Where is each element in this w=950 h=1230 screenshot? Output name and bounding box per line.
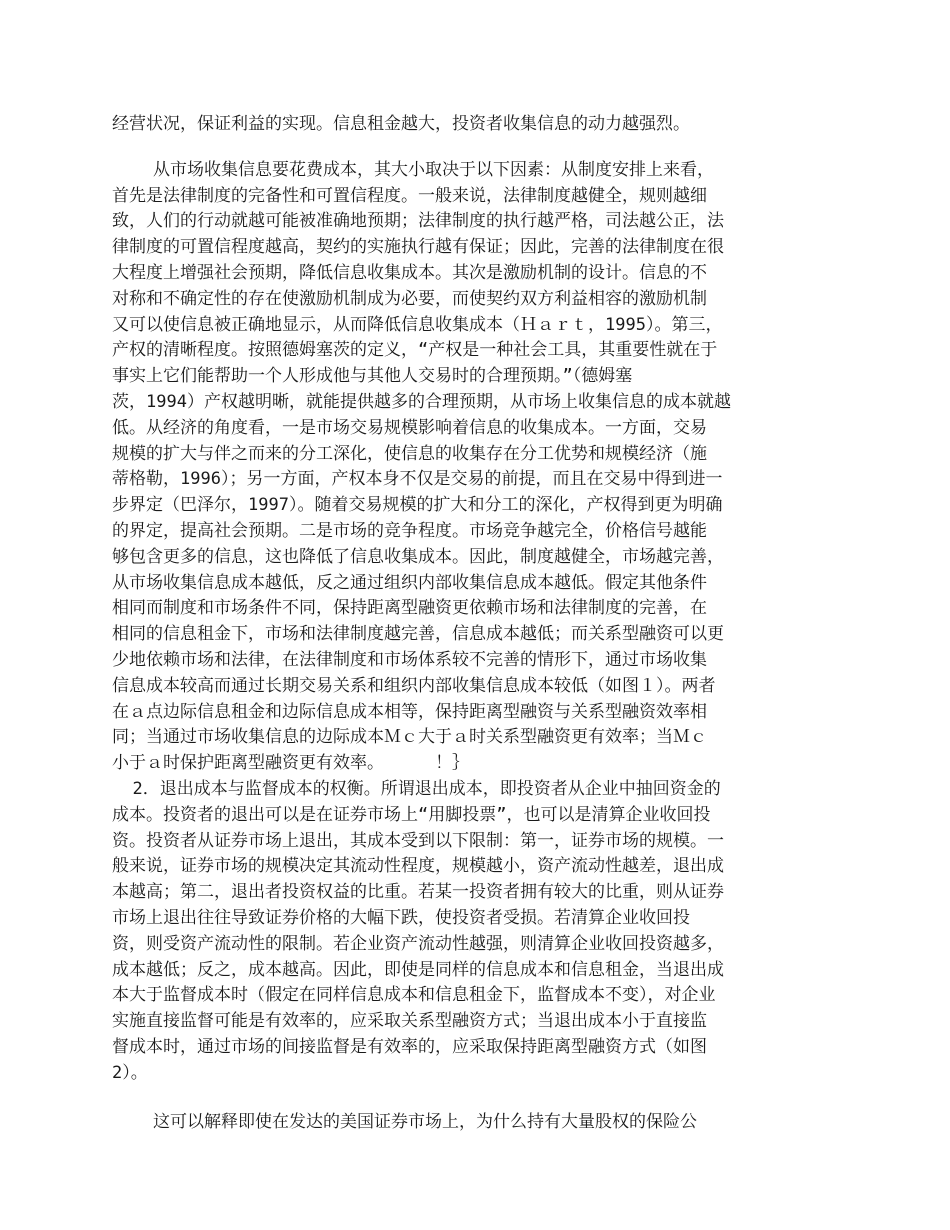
paragraph-3 xyxy=(112,777,760,1087)
paragraph-1 xyxy=(112,112,760,138)
text-line: 本大于监督成本时（假定在同样信息成本和信息租金下，监督成本不变），对企业 xyxy=(112,985,716,1006)
text-line: 成本。投资者的退出可以是在证券市场上“用脚投票”，也可以是清算企业收回投 xyxy=(112,804,711,825)
text-line: 资，则受资产流动性的限制。若企业资产流动性越强，则清算企业收回投资越多， xyxy=(112,933,724,954)
text-line: 本越高；第二，退出者投资权益的比重。若某一投资者拥有较大的比重，则从证券 xyxy=(112,882,724,903)
paragraph-2 xyxy=(112,158,760,777)
text-line: 少地依赖市场和法律，在法律制度和市场体系较不完善的情形下，通过市场收集 xyxy=(112,649,707,670)
text-line: 事实上它们能帮助一个人形成他与其他人交易时的合理预期。”（德姆塞 xyxy=(112,366,633,387)
text-line: 经营状况，保证利益的实现。信息租金越大，投资者收集信息的动力越强烈。 xyxy=(112,114,690,134)
text-line: 小于ａ时保护距离型融资更有效率。 ！｝ xyxy=(112,753,470,774)
text-line: 2．退出成本与监督成本的权衡。所谓退出成本，即投资者从企业中抽回资金的 xyxy=(112,778,721,799)
text-line: 相同而制度和市场条件不同，保持距离型融资更依赖市场和法律制度的完善，在 xyxy=(112,598,707,619)
text-line: 够包含更多的信息，这也降低了信息收集成本。因此，制度越健全，市场越完善， xyxy=(112,546,724,567)
text-line: 市场上退出往往导致证券价格的大幅下跌，使投资者受损。若清算企业收回投 xyxy=(112,907,690,928)
text-line: 产权的清晰程度。按照德姆塞茨的定义，“产权是一种社会工具，其重要性就在于 xyxy=(112,340,718,361)
text-line: 相同的信息租金下，市场和法律制度越完善，信息成本越低；而关系型融资可以更 xyxy=(112,624,724,645)
text-line: 的界定，提高社会预期。二是市场的竞争程度。市场竞争越完全，价格信号越能 xyxy=(112,520,707,541)
text-line: 这可以解释即使在发达的美国证券市场上，为什么持有大量股权的保险公 xyxy=(112,1112,697,1133)
text-line: 从市场收集信息要花费成本，其大小取决于以下因素：从制度安排上来看， xyxy=(112,159,714,180)
text-line: 同；当通过市场收集信息的边际成本Ｍｃ大于ａ时关系型融资更有效率；当Ｍｃ xyxy=(112,727,707,748)
text-line: 实施直接监督可能是有效率的，应采取关系型融资方式；当退出成本小于直接监 xyxy=(112,1011,707,1032)
paragraph-4 xyxy=(112,1110,760,1136)
text-line: 信息成本较高而通过长期交易关系和组织内部收集信息成本较低（如图１）。两者 xyxy=(112,675,716,696)
text-line: 步界定（巴泽尔，1997）。随着交易规模的扩大和分工的深化，产权得到更为明确 xyxy=(112,495,723,516)
text-line: 督成本时，通过市场的间接监督是有效率的，应采取保持距离型融资方式（如图 xyxy=(112,1036,707,1057)
text-line: 蒂格勒，1996）；另一方面，产权本身不仅是交易的前提，而且在交易中得到进一 xyxy=(112,469,723,490)
text-line: 资。投资者从证券市场上退出，其成本受到以下限制：第一，证券市场的规模。一 xyxy=(112,830,724,851)
text-line: 低。从经济的角度看，一是市场交易规模影响着信息的收集成本。一方面，交易 xyxy=(112,417,707,438)
text-line: 2）。 xyxy=(112,1062,148,1083)
text-line: 律制度的可置信程度越高，契约的实施执行越有保证；因此，完善的法律制度在很 xyxy=(112,237,724,258)
text-line: 在ａ点边际信息租金和边际信息成本相等，保持距离型融资与关系型融资效率相 xyxy=(112,701,707,722)
paragraph-gap xyxy=(112,138,760,158)
text-line: 规模的扩大与伴之而来的分工深化，使信息的收集存在分工优势和规模经济（施 xyxy=(112,443,707,464)
paragraph-gap xyxy=(112,1086,760,1110)
text-line: 成本越低；反之，成本越高。因此，即使是同样的信息成本和信息租金，当退出成 xyxy=(112,959,724,980)
text-line: 大程度上增强社会预期，降低信息收集成本。其次是激励机制的设计。信息的不 xyxy=(112,262,707,283)
text-line: 茨，1994）产权越明晰，就能提供越多的合理预期，从市场上收集信息的成本就越 xyxy=(112,391,731,412)
text-line: 般来说，证券市场的规模决定其流动性程度，规模越小，资产流动性越差，退出成 xyxy=(112,856,724,877)
text-line: 从市场收集信息成本越低，反之通过组织内部收集信息成本越低。假定其他条件 xyxy=(112,572,707,593)
text-line: 又可以使信息被正确地显示，从而降低信息收集成本（Ｈａｒｔ，1995）。第三， xyxy=(112,314,723,335)
document-page xyxy=(112,112,760,1136)
text-line: 对称和不确定性的存在使激励机制成为必要，而使契约双方利益相容的激励机制 xyxy=(112,288,707,309)
text-line: 致，人们的行动就越可能被准确地预期；法律制度的执行越严格，司法越公正，法 xyxy=(112,211,724,232)
text-line: 首先是法律制度的完备性和可置信程度。一般来说，法律制度越健全，规则越细 xyxy=(112,185,707,206)
